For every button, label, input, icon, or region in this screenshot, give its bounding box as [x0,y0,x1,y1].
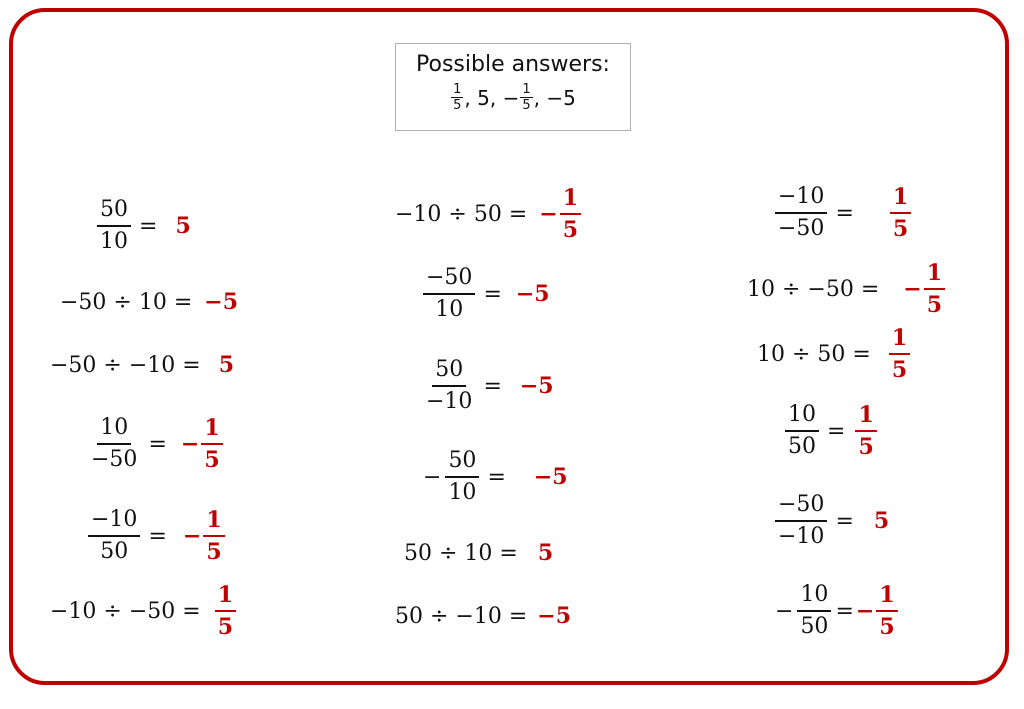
answer-fraction [924,258,945,320]
fraction-numerator: 1 [522,82,531,97]
expression-c3-r5 [775,490,889,552]
answer [889,323,910,385]
equals-sign: = [148,431,167,457]
answer-fraction [203,505,224,567]
equals-sign: = [835,598,854,624]
question-fraction [445,446,479,508]
numerator: 50 [432,355,466,387]
question-fraction [88,413,140,475]
denominator: −50 [778,216,825,241]
separator-minus: , − [489,85,520,110]
expression-c2-r4 [423,446,568,508]
numerator: 1 [855,400,876,432]
possible-answers-box [395,43,631,131]
expression-c1-r3 [50,352,234,378]
answer-fraction [876,580,897,642]
separator: , [464,85,478,110]
numerator: 1 [924,258,945,290]
negative-prefix: − [775,598,794,624]
numerator: −50 [775,490,827,522]
equals-sign: = [148,523,167,549]
answer-sign: − [539,201,558,227]
expression-c3-r2 [747,258,945,320]
denominator: 10 [100,229,128,254]
denominator: 5 [562,217,579,243]
answer-sign: − [903,276,922,302]
question-fraction [423,263,475,325]
answer-fraction [560,183,581,245]
answer: −5 [515,281,550,307]
fraction-numerator: 1 [453,82,462,97]
numerator: 10 [797,580,831,612]
denominator: −10 [778,524,825,549]
expression-c1-r4 [88,413,223,475]
denominator: 50 [788,434,816,459]
expression-c3-r6 [775,580,898,642]
expression-c2-r6 [395,603,571,629]
equals-sign: = [835,200,854,226]
expression-c2-r5 [404,540,553,566]
answer: 5 [873,508,890,534]
answer [183,505,225,567]
answer [181,413,223,475]
numerator: 1 [201,413,222,445]
denominator: −50 [91,447,138,472]
expression-c2-r1 [395,183,581,245]
numerator: 1 [203,505,224,537]
numerator: −10 [88,505,140,537]
answer [856,580,898,642]
answer [855,400,876,462]
answer: 5 [537,540,554,566]
equals-sign: = [835,508,854,534]
expression-c3-r1 [775,182,911,244]
answer: −5 [533,464,568,490]
answer-sign: − [182,523,202,549]
equals-sign: = [487,464,506,490]
question-text: 50 ÷ 10 = [404,540,518,566]
denominator: 50 [100,539,129,564]
answer [890,182,911,244]
answer-fraction [201,413,222,475]
equals-sign: = [483,281,502,307]
question-fraction [775,490,827,552]
question-fraction [423,355,475,417]
denominator: 5 [206,539,222,565]
negative-prefix: − [423,464,442,490]
numerator: 1 [889,323,910,355]
denominator: 5 [891,357,908,383]
question-text: 50 ÷ −10 = [395,603,528,629]
denominator: 5 [926,292,943,318]
expression-c2-r3 [423,355,554,417]
question-text: 10 ÷ −50 = [747,276,880,302]
expression-c1-r2 [60,289,238,315]
possible-answers-title: Possible answers: [416,52,610,77]
numerator: −50 [423,263,475,295]
denominator: 10 [435,297,464,322]
equals-sign: = [827,418,846,444]
question-text: −10 ÷ 50 = [395,201,528,227]
fraction-denominator: 5 [522,98,531,113]
answer-option-neg-five: , −5 [533,85,576,110]
answer: −5 [204,289,239,315]
answer [215,580,236,642]
answer: −5 [537,603,572,629]
expression-c3-r3 [757,323,910,385]
answer-fraction [855,400,876,462]
question-fraction [97,195,131,257]
expression-c1-r6 [50,580,236,642]
question-text: −50 ÷ 10 = [60,289,193,315]
denominator: −10 [426,389,473,414]
question-text: 10 ÷ 50 = [757,341,871,367]
numerator: 50 [97,195,131,227]
answer-sign: − [855,598,875,624]
denominator: 5 [217,614,234,640]
numerator: 10 [785,400,819,432]
answer-sign: − [180,431,200,457]
answer-fraction [890,182,911,244]
numerator: 1 [560,183,581,215]
answer: 5 [175,213,191,239]
answer-option-five: 5 [477,85,490,110]
numerator: 10 [97,413,131,445]
answer [539,183,581,245]
expression-c1-r5 [88,505,225,567]
expression-c1-r1 [97,195,191,257]
numerator: 1 [215,580,236,612]
answer-option-neg-one-fifth [520,82,532,113]
question-fraction [88,505,140,567]
denominator: 5 [879,614,895,640]
question-fraction [785,400,819,462]
question-text: −50 ÷ −10 = [50,352,201,378]
denominator: 5 [204,447,220,473]
numerator: 1 [890,182,911,214]
fraction-denominator: 5 [453,98,462,113]
equals-sign: = [139,213,158,239]
answer [903,258,945,320]
question-fraction [797,580,831,642]
expression-c2-r2 [423,263,550,325]
question-text: −10 ÷ −50 = [50,598,201,624]
answer: 5 [218,352,235,378]
denominator: 5 [858,434,874,460]
possible-answers-list [396,82,630,113]
denominator: 10 [448,480,477,505]
numerator: 50 [445,446,479,478]
question-fraction [775,182,827,244]
denominator: 50 [800,614,829,639]
answer: −5 [519,373,554,399]
expression-c3-r4 [785,400,877,462]
numerator: −10 [775,182,827,214]
denominator: 5 [892,216,909,242]
equals-sign: = [483,373,502,399]
answer-fraction [215,580,236,642]
answer-option-one-fifth [451,82,463,113]
answer-fraction [889,323,910,385]
numerator: 1 [876,580,897,612]
